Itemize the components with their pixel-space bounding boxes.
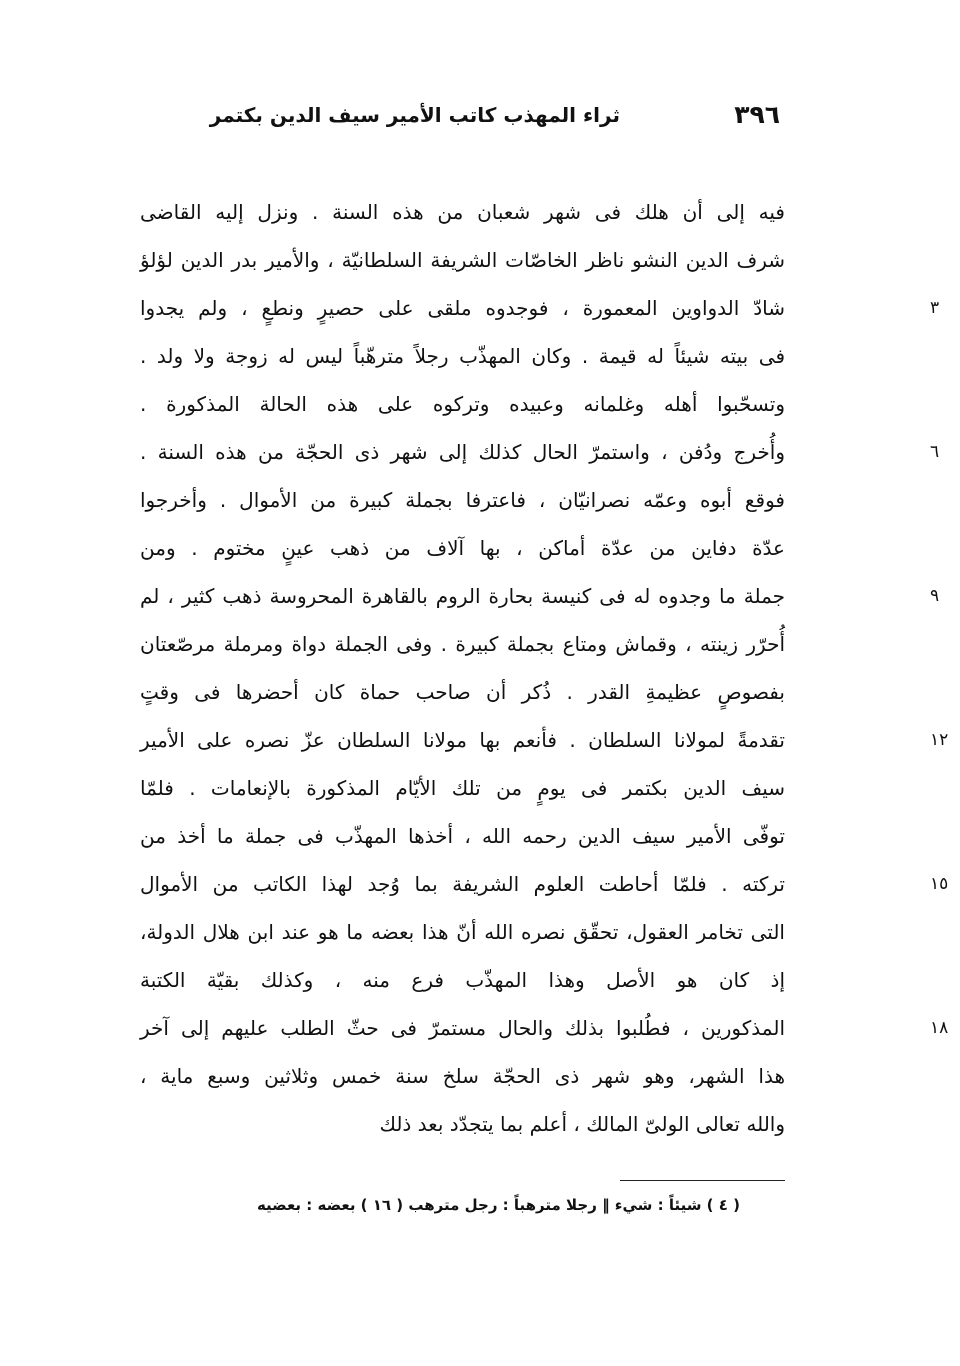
line-text: والله تعالى الولىّ المالك ، أعلم بما يتجدّد بعد ذلك [379,1112,785,1136]
footnote-divider [620,1180,785,1181]
text-line [140,956,785,1004]
text-line [140,908,785,956]
line-text: شرف الدين النشو ناظر الخاصّات الشريفة السلطانيّة ، والأمير بدر الدين لؤلؤ [140,248,785,272]
body-text [140,188,949,1148]
text-line [140,1052,785,1100]
line-text: وأُخرج ودُفن ، واستمرّ الحال كذلك إلى شهر ذى الحجّة من هذه السنة . [140,440,785,464]
text-line [140,812,785,860]
line-number: ٦ [930,442,940,462]
text-line [140,1100,785,1148]
text-line [140,620,785,668]
footnote: ( ٤ ) شيئاً : شيء ‖ رجلا مترهباً : رجل مترهب ( ١٦ ) بعضه : بعضيه [256,1196,740,1214]
line-text: فيه إلى أن هلك فى شهر شعبان من هذه السنة . ونزل إليه القاضى [140,200,785,224]
line-text: تركته . فلمّا أحاطت العلوم الشريفة بما وُجد لهذا الكاتب من الأموال [140,872,785,896]
line-number: ١٨ [930,1018,949,1038]
line-text: عدّة دفاين من عدّة أماكن ، بها آلاف من ذهب عينٍ مختوم . ومن [140,536,785,560]
line-text: وتسحّبوا أهله وغلمانه وعبيده وتركوه على هذه الحالة المذكورة . [140,392,785,416]
page-number: ٣٩٦ [734,100,780,129]
text-line [140,284,940,332]
text-line [140,860,949,908]
line-text: التى تخامر العقول، تحقّق نصره الله أنّ هذا بعضه ما هو عند ابن هلال الدولة، [140,920,785,944]
line-number: ٩ [930,586,940,606]
line-number: ١٥ [930,874,949,894]
line-text: تقدمةً لمولانا السلطان . فأنعم بها مولانا السلطان عزّ نصره على الأمير [140,728,785,752]
line-text: المذكورين ، فطُلبوا بذلك والحال مستمرّ فى حثّ الطلب عليهم إلى آخر [140,1016,785,1040]
text-line [140,188,785,236]
line-text: فى بيته شيئاً له قيمة . وكان المهذّب رجلاً مترهّباً ليس له زوجة ولا ولد . [140,344,785,368]
text-line [140,332,785,380]
line-text: أُحرّر زينته ، وقماش ومتاع بجملة كبيرة . وفى الجملة دواة ومرملة مرصّعتان [140,632,785,656]
text-line [140,380,785,428]
text-line [140,1004,949,1052]
text-line [140,668,785,716]
line-text: فوقع أبوه وعمّه نصرانيّان ، فاعترفا بجملة كبيرة من الأموال . وأخرجوا [140,488,785,512]
line-text: جملة ما وجدوه له فى كنيسة بحارة الروم بالقاهرة المحروسة ذهب كثير ، لم [140,584,785,608]
text-line [140,428,940,476]
text-line [140,572,940,620]
text-line [140,524,785,572]
text-line [140,716,949,764]
line-text: توفّى الأمير سيف الدين رحمه الله ، أخذها المهذّب فى جملة ما أخذ من [140,824,785,848]
line-number: ١٢ [930,730,949,750]
line-text: إذ كان هو الأصل وهذا المهذّب فرع منه ، وكذلك بقيّة الكتبة [140,968,785,992]
line-text: سيف الدين بكتمر فى يومٍ من تلك الأيّام المذكورة بالإنعامات . فلمّا [140,776,785,800]
line-number: ٣ [930,298,940,318]
text-line [140,764,785,812]
text-line [140,476,785,524]
text-line [140,236,785,284]
running-title: ثراء المهذب كاتب الأمير سيف الدين بكتمر [209,103,620,127]
line-text: هذا الشهر، وهو شهر ذى الحجّة سلخ سنة خمس وثلاثين وسبع ماية ، [140,1064,785,1088]
page-header [209,98,780,138]
line-text: شادّ الدواوين المعمورة ، فوجدوه ملقى على حصيرٍ ونطعٍ ، ولم يجدوا [140,296,785,320]
line-text: بفصوصٍ عظيمةِ القدر . ذُكر أن صاحب حماة كان أحضرها فى وقتٍ [140,680,785,704]
